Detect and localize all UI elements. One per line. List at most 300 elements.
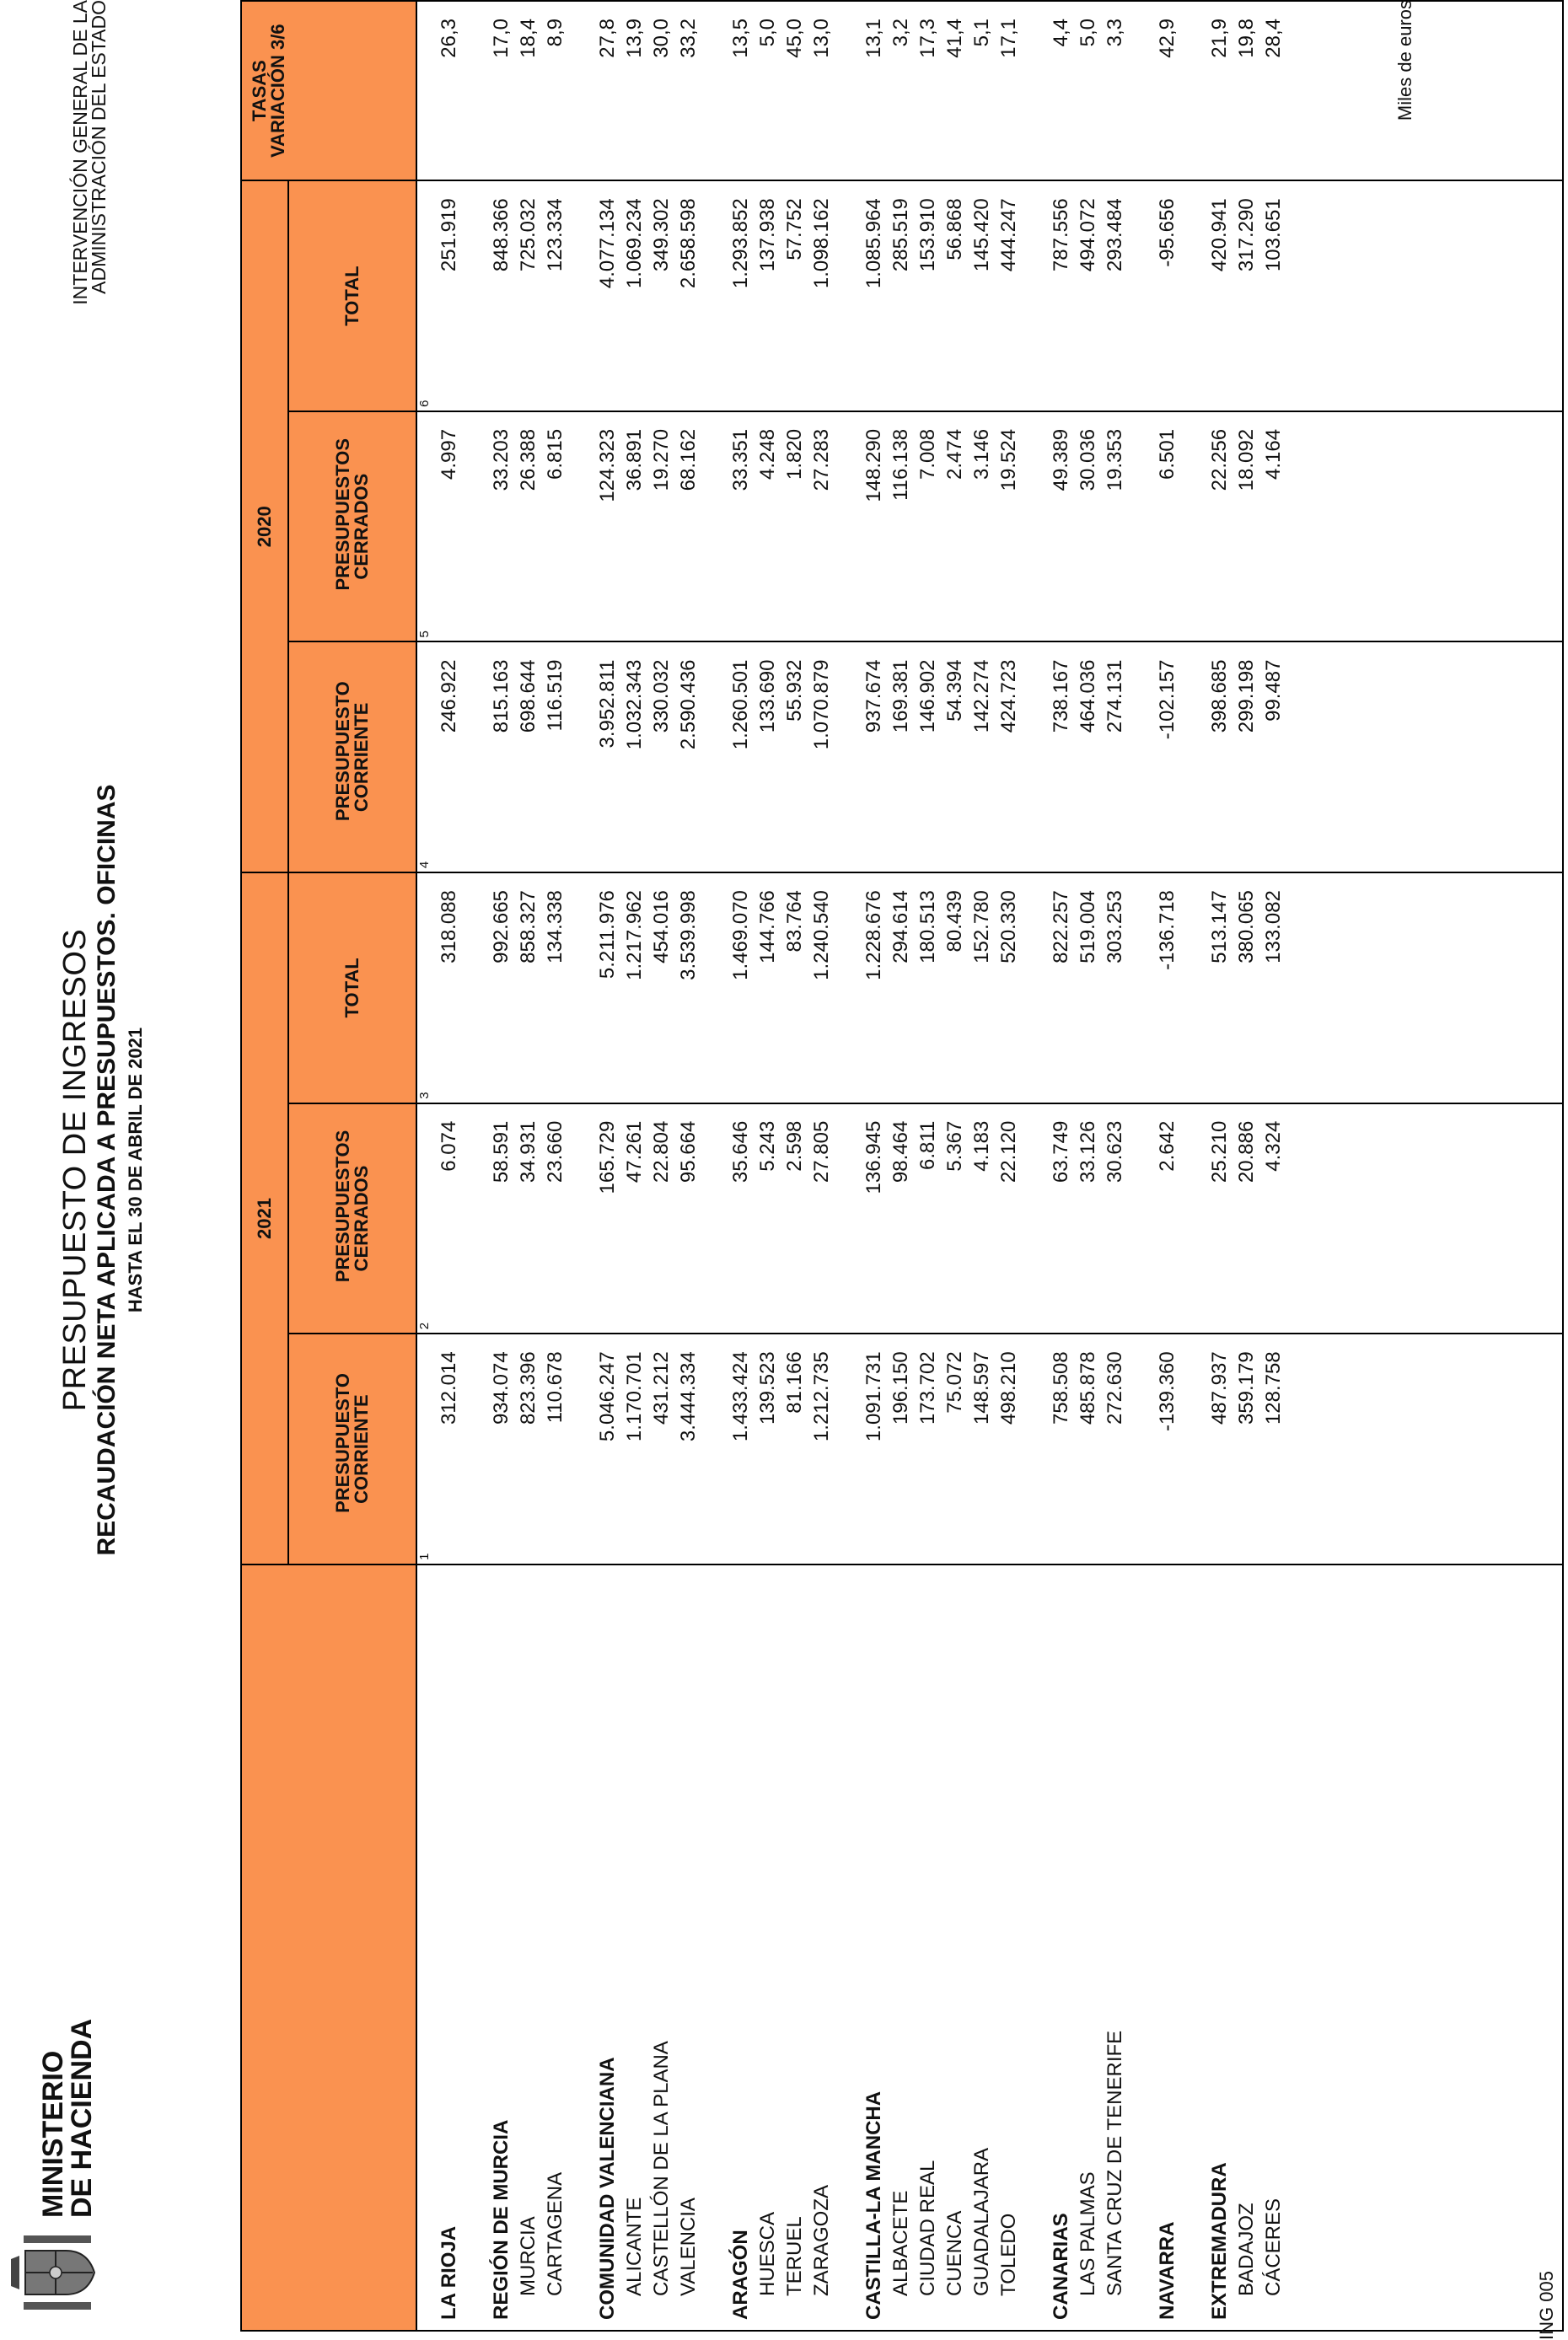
column-index-5: 5 bbox=[416, 411, 436, 642]
spacer-cell bbox=[702, 642, 728, 873]
value-cell-col-4: 464.036 bbox=[1075, 642, 1102, 873]
value-cell-col-4: 299.198 bbox=[1233, 642, 1260, 873]
value-cell-col-7: 45,0 bbox=[781, 1, 808, 180]
spacer-cell bbox=[1181, 180, 1206, 411]
value-cell-col-2: 4.183 bbox=[969, 1103, 996, 1334]
filler-cell bbox=[1287, 1, 1563, 180]
value-cell-col-5: 22.256 bbox=[1206, 411, 1233, 642]
value-cell-col-4: 2.590.436 bbox=[675, 642, 702, 873]
header-year-2021: 2021 bbox=[241, 872, 288, 1564]
spacer-cell bbox=[835, 180, 861, 411]
value-cell-col-7: 42,9 bbox=[1154, 1, 1181, 180]
spacer-cell bbox=[1129, 1334, 1154, 1564]
value-cell-col-1: 128.758 bbox=[1260, 1334, 1287, 1564]
value-cell-col-5: 3.146 bbox=[969, 411, 996, 642]
spacer-cell bbox=[569, 1103, 594, 1334]
igae-line-2: ADMINISTRACIÓN DEL ESTADO bbox=[88, 0, 110, 294]
province-name-cell: MURCIA bbox=[515, 1564, 542, 2331]
header-year-2020: 2020 bbox=[241, 180, 288, 872]
value-cell-col-3: 152.780 bbox=[969, 872, 996, 1103]
table-row bbox=[1075, 1, 1102, 2331]
value-cell-col-4: -102.157 bbox=[1154, 642, 1181, 873]
value-cell-col-4: 133.690 bbox=[754, 642, 781, 873]
spacer-cell bbox=[1181, 642, 1206, 873]
spacer-row bbox=[1023, 1, 1048, 2331]
value-cell-col-1: 934.074 bbox=[488, 1334, 515, 1564]
value-cell-col-7: 33,2 bbox=[675, 1, 702, 180]
table-row bbox=[488, 1, 515, 2331]
value-cell-col-5: 116.138 bbox=[888, 411, 915, 642]
value-cell-col-4: 937.674 bbox=[861, 642, 888, 873]
header-corriente-2020: PRESUPUESTO CORRIENTE bbox=[288, 642, 416, 873]
value-cell-col-3: 513.147 bbox=[1206, 872, 1233, 1103]
spacer-cell bbox=[1129, 1, 1154, 180]
value-cell-col-1: -139.360 bbox=[1154, 1334, 1181, 1564]
spacer-row bbox=[835, 1, 861, 2331]
value-cell-col-4: 54.394 bbox=[942, 642, 969, 873]
value-cell-col-2: 6.811 bbox=[915, 1103, 942, 1334]
spacer-cell bbox=[1129, 1564, 1154, 2331]
value-cell-col-1: 823.396 bbox=[515, 1334, 542, 1564]
value-cell-col-3: 858.327 bbox=[515, 872, 542, 1103]
region-name-cell: REGIÓN DE MURCIA bbox=[488, 1564, 515, 2331]
value-cell-col-4: 246.922 bbox=[436, 642, 463, 873]
value-cell-col-4: 99.487 bbox=[1260, 642, 1287, 873]
table-row bbox=[515, 1, 542, 2331]
province-name-cell: CÁCERES bbox=[1260, 1564, 1287, 2331]
spacer-row bbox=[463, 1, 488, 2331]
value-cell-col-7: 41,4 bbox=[942, 1, 969, 180]
igae-label bbox=[71, 0, 108, 438]
value-cell-col-6: 444.247 bbox=[996, 180, 1023, 411]
value-cell-col-2: 27.805 bbox=[808, 1103, 835, 1334]
spacer-cell bbox=[1129, 872, 1154, 1103]
value-cell-col-2: 58.591 bbox=[488, 1103, 515, 1334]
province-name-cell: ALBACETE bbox=[888, 1564, 915, 2331]
value-cell-col-4: 3.952.811 bbox=[594, 642, 621, 873]
value-cell-col-5: 148.290 bbox=[861, 411, 888, 642]
table-row bbox=[1048, 1, 1075, 2331]
value-cell-col-2: 95.664 bbox=[675, 1103, 702, 1334]
spacer-cell bbox=[702, 411, 728, 642]
spacer-cell bbox=[463, 872, 488, 1103]
value-cell-col-2: 2.598 bbox=[781, 1103, 808, 1334]
spacer-cell bbox=[835, 1, 861, 180]
column-index-4: 4 bbox=[416, 642, 436, 873]
spacer-cell bbox=[463, 1564, 488, 2331]
table-row bbox=[781, 1, 808, 2331]
value-cell-col-1: 1.433.424 bbox=[728, 1334, 754, 1564]
value-cell-col-1: 359.179 bbox=[1233, 1334, 1260, 1564]
spacer-cell bbox=[1129, 411, 1154, 642]
value-cell-col-7: 21,9 bbox=[1206, 1, 1233, 180]
spacer-cell bbox=[1181, 411, 1206, 642]
region-name-cell: EXTREMADURA bbox=[1206, 1564, 1233, 2331]
value-cell-col-3: 133.082 bbox=[1260, 872, 1287, 1103]
spacer-row bbox=[569, 1, 594, 2331]
table-row bbox=[594, 1, 621, 2331]
spacer-cell bbox=[1129, 180, 1154, 411]
province-name-cell: CARTAGENA bbox=[542, 1564, 569, 2331]
spacer-cell bbox=[702, 180, 728, 411]
region-name-cell: ARAGÓN bbox=[728, 1564, 754, 2331]
value-cell-col-5: 2.474 bbox=[942, 411, 969, 642]
value-cell-col-5: 124.323 bbox=[594, 411, 621, 642]
value-cell-col-3: 294.614 bbox=[888, 872, 915, 1103]
table-row bbox=[1233, 1, 1260, 2331]
value-cell-col-4: 1.260.501 bbox=[728, 642, 754, 873]
spacer-cell bbox=[569, 1334, 594, 1564]
value-cell-col-2: 20.886 bbox=[1233, 1103, 1260, 1334]
spacer-cell bbox=[1181, 1103, 1206, 1334]
table-row bbox=[621, 1, 648, 2331]
value-cell-col-3: 992.665 bbox=[488, 872, 515, 1103]
province-name-cell: CASTELLÓN DE LA PLANA bbox=[648, 1564, 675, 2331]
value-cell-col-2: 63.749 bbox=[1048, 1103, 1075, 1334]
value-cell-col-3: 822.257 bbox=[1048, 872, 1075, 1103]
province-name-cell: ALICANTE bbox=[621, 1564, 648, 2331]
spacer-cell bbox=[702, 1, 728, 180]
province-name-cell: TERUEL bbox=[781, 1564, 808, 2331]
region-name-cell: COMUNIDAD VALENCIANA bbox=[594, 1564, 621, 2331]
value-cell-col-3: 134.338 bbox=[542, 872, 569, 1103]
value-cell-col-6: 2.658.598 bbox=[675, 180, 702, 411]
filler-cell bbox=[1287, 1103, 1563, 1334]
value-cell-col-6: 494.072 bbox=[1075, 180, 1102, 411]
table-row bbox=[996, 1, 1023, 2331]
table-row bbox=[808, 1, 835, 2331]
value-cell-col-6: 57.752 bbox=[781, 180, 808, 411]
value-cell-col-3: 3.539.998 bbox=[675, 872, 702, 1103]
value-cell-col-3: 520.330 bbox=[996, 872, 1023, 1103]
province-name-cell: LAS PALMAS bbox=[1075, 1564, 1102, 2331]
header-tasas: TASAS VARIACIÓN 3/6 bbox=[241, 1, 416, 180]
value-cell-col-4: 142.274 bbox=[969, 642, 996, 873]
value-cell-col-6: 349.302 bbox=[648, 180, 675, 411]
value-cell-col-6: 1.098.162 bbox=[808, 180, 835, 411]
spacer-cell bbox=[569, 642, 594, 873]
table-row bbox=[1102, 1, 1129, 2331]
value-cell-col-7: 8,9 bbox=[542, 1, 569, 180]
spacer-cell bbox=[1023, 1564, 1048, 2331]
value-cell-col-3: 454.016 bbox=[648, 872, 675, 1103]
spacer-cell bbox=[835, 1334, 861, 1564]
value-cell-col-5: 49.389 bbox=[1048, 411, 1075, 642]
value-cell-col-1: 3.444.334 bbox=[675, 1334, 702, 1564]
spacer-cell bbox=[463, 1, 488, 180]
spacer-cell bbox=[463, 180, 488, 411]
header-cerrados-2020: PRESUPUESTOS CERRADOS bbox=[288, 411, 416, 642]
value-cell-col-5: 33.203 bbox=[488, 411, 515, 642]
column-index-row bbox=[416, 1, 436, 2331]
table-row bbox=[915, 1, 942, 2331]
column-index-2: 2 bbox=[416, 1103, 436, 1334]
filler-cell bbox=[1287, 642, 1563, 873]
table-row bbox=[861, 1, 888, 2331]
spacer-cell bbox=[835, 642, 861, 873]
value-cell-col-1: 81.166 bbox=[781, 1334, 808, 1564]
value-cell-col-1: 5.046.247 bbox=[594, 1334, 621, 1564]
spacer-row bbox=[702, 1, 728, 2331]
value-cell-col-7: 19,8 bbox=[1233, 1, 1260, 180]
value-cell-col-6: 1.293.852 bbox=[728, 180, 754, 411]
ministry-line-1: MINISTERIO bbox=[37, 2050, 69, 2218]
igae-line-1: INTERVENCIÓN GENERAL DE LA bbox=[69, 0, 91, 305]
value-cell-col-7: 13,9 bbox=[621, 1, 648, 180]
index-blank-cell bbox=[416, 1564, 436, 2331]
value-cell-col-1: 173.702 bbox=[915, 1334, 942, 1564]
header-total-2020: TOTAL bbox=[288, 180, 416, 411]
value-cell-col-2: 34.931 bbox=[515, 1103, 542, 1334]
value-cell-col-1: 110.678 bbox=[542, 1334, 569, 1564]
value-cell-col-3: 318.088 bbox=[436, 872, 463, 1103]
spacer-row bbox=[1181, 1, 1206, 2331]
value-cell-col-6: 317.290 bbox=[1233, 180, 1260, 411]
value-cell-col-5: 18.092 bbox=[1233, 411, 1260, 642]
value-cell-col-5: 4.164 bbox=[1260, 411, 1287, 642]
value-cell-col-1: 196.150 bbox=[888, 1334, 915, 1564]
province-name-cell: SANTA CRUZ DE TENERIFE bbox=[1102, 1564, 1129, 2331]
value-cell-col-6: 1.069.234 bbox=[621, 180, 648, 411]
value-cell-col-7: 5,0 bbox=[1075, 1, 1102, 180]
value-cell-col-5: 19.353 bbox=[1102, 411, 1129, 642]
value-cell-col-2: 22.804 bbox=[648, 1103, 675, 1334]
value-cell-col-4: 1.032.343 bbox=[621, 642, 648, 873]
value-cell-col-2: 33.126 bbox=[1075, 1103, 1102, 1334]
province-name-cell: TOLEDO bbox=[996, 1564, 1023, 2331]
value-cell-col-6: 145.420 bbox=[969, 180, 996, 411]
value-cell-col-1: 485.878 bbox=[1075, 1334, 1102, 1564]
value-cell-col-2: 23.660 bbox=[542, 1103, 569, 1334]
value-cell-col-2: 2.642 bbox=[1154, 1103, 1181, 1334]
value-cell-col-4: 146.902 bbox=[915, 642, 942, 873]
value-cell-col-3: 80.439 bbox=[942, 872, 969, 1103]
value-cell-col-7: 27,8 bbox=[594, 1, 621, 180]
spacer-cell bbox=[569, 872, 594, 1103]
region-name-cell: CASTILLA-LA MANCHA bbox=[861, 1564, 888, 2331]
value-cell-col-7: 17,3 bbox=[915, 1, 942, 180]
value-cell-col-4: 116.519 bbox=[542, 642, 569, 873]
value-cell-col-7: 17,0 bbox=[488, 1, 515, 180]
spacer-cell bbox=[835, 1103, 861, 1334]
province-name-cell: ZARAGOZA bbox=[808, 1564, 835, 2331]
value-cell-col-7: 18,4 bbox=[515, 1, 542, 180]
value-cell-col-1: 498.210 bbox=[996, 1334, 1023, 1564]
value-cell-col-6: 56.868 bbox=[942, 180, 969, 411]
value-cell-col-7: 13,0 bbox=[808, 1, 835, 180]
value-cell-col-4: 398.685 bbox=[1206, 642, 1233, 873]
footer-code: ING 005 bbox=[1536, 2271, 1557, 2340]
value-cell-col-2: 6.074 bbox=[436, 1103, 463, 1334]
value-cell-col-5: 4.997 bbox=[436, 411, 463, 642]
spacer-cell bbox=[569, 1564, 594, 2331]
value-cell-col-6: 787.556 bbox=[1048, 180, 1075, 411]
value-cell-col-3: 1.469.070 bbox=[728, 872, 754, 1103]
ministry-line-2: DE HACIENDA bbox=[66, 2018, 98, 2218]
value-cell-col-1: 139.523 bbox=[754, 1334, 781, 1564]
filler-cell bbox=[1287, 1564, 1563, 2331]
column-index-1: 1 bbox=[416, 1334, 436, 1564]
value-cell-col-4: 738.167 bbox=[1048, 642, 1075, 873]
table-row bbox=[1154, 1, 1181, 2331]
filler-cell bbox=[1287, 411, 1563, 642]
table-row bbox=[728, 1, 754, 2331]
value-cell-col-2: 136.945 bbox=[861, 1103, 888, 1334]
value-cell-col-7: 5,0 bbox=[754, 1, 781, 180]
value-cell-col-2: 5.243 bbox=[754, 1103, 781, 1334]
value-cell-col-1: 1.212.735 bbox=[808, 1334, 835, 1564]
spacer-cell bbox=[1181, 872, 1206, 1103]
value-cell-col-5: 68.162 bbox=[675, 411, 702, 642]
value-cell-col-6: 103.651 bbox=[1260, 180, 1287, 411]
value-cell-col-2: 30.623 bbox=[1102, 1103, 1129, 1334]
spacer-cell bbox=[702, 1564, 728, 2331]
spacer-cell bbox=[1023, 1103, 1048, 1334]
value-cell-col-3: 303.253 bbox=[1102, 872, 1129, 1103]
value-cell-col-3: 5.211.976 bbox=[594, 872, 621, 1103]
value-cell-col-5: 36.891 bbox=[621, 411, 648, 642]
value-cell-col-3: 180.513 bbox=[915, 872, 942, 1103]
province-name-cell: GUADALAJARA bbox=[969, 1564, 996, 2331]
value-cell-col-2: 4.324 bbox=[1260, 1103, 1287, 1334]
value-cell-col-7: 5,1 bbox=[969, 1, 996, 180]
spacer-cell bbox=[1023, 1334, 1048, 1564]
report-date: HASTA EL 30 DE ABRIL DE 2021 bbox=[125, 1027, 146, 1313]
value-cell-col-1: 1.170.701 bbox=[621, 1334, 648, 1564]
value-cell-col-1: 75.072 bbox=[942, 1334, 969, 1564]
value-cell-col-7: 3,2 bbox=[888, 1, 915, 180]
spacer-cell bbox=[463, 1103, 488, 1334]
value-cell-col-5: 6.501 bbox=[1154, 411, 1181, 642]
region-name-cell: NAVARRA bbox=[1154, 1564, 1181, 2331]
spacer-cell bbox=[1023, 872, 1048, 1103]
header-corriente-2021: PRESUPUESTO CORRIENTE bbox=[288, 1334, 416, 1564]
value-cell-col-4: 169.381 bbox=[888, 642, 915, 873]
value-cell-col-6: 848.366 bbox=[488, 180, 515, 411]
revenue-table bbox=[240, 0, 1564, 2332]
report-subtitle: RECAUDACIÓN NETA APLICADA A PRESUPUESTOS. OFICINAS bbox=[93, 784, 121, 1556]
value-cell-col-6: 420.941 bbox=[1206, 180, 1233, 411]
value-cell-col-3: 83.764 bbox=[781, 872, 808, 1103]
spacer-cell bbox=[702, 1103, 728, 1334]
value-cell-col-6: 123.334 bbox=[542, 180, 569, 411]
value-cell-col-4: 55.932 bbox=[781, 642, 808, 873]
column-index-3: 3 bbox=[416, 872, 436, 1103]
table-row bbox=[942, 1, 969, 2331]
value-cell-col-4: 330.032 bbox=[648, 642, 675, 873]
value-cell-col-5: 33.351 bbox=[728, 411, 754, 642]
table-row bbox=[675, 1, 702, 2331]
spacer-cell bbox=[569, 180, 594, 411]
value-cell-col-3: 380.065 bbox=[1233, 872, 1260, 1103]
value-cell-col-1: 272.630 bbox=[1102, 1334, 1129, 1564]
table-row bbox=[1260, 1, 1287, 2331]
value-cell-col-5: 19.524 bbox=[996, 411, 1023, 642]
value-cell-col-1: 148.597 bbox=[969, 1334, 996, 1564]
value-cell-col-2: 22.120 bbox=[996, 1103, 1023, 1334]
index-blank-cell-tasas bbox=[416, 1, 436, 180]
value-cell-col-4: 1.070.879 bbox=[808, 642, 835, 873]
header-row-years bbox=[241, 1, 288, 2331]
value-cell-col-5: 7.008 bbox=[915, 411, 942, 642]
value-cell-col-6: 251.919 bbox=[436, 180, 463, 411]
filler-cell bbox=[1287, 872, 1563, 1103]
spacer-cell bbox=[1023, 1, 1048, 180]
table-row bbox=[969, 1, 996, 2331]
value-cell-col-4: 815.163 bbox=[488, 642, 515, 873]
header-blank-cell bbox=[241, 1564, 416, 2331]
value-cell-col-7: 4,4 bbox=[1048, 1, 1075, 180]
value-cell-col-3: 519.004 bbox=[1075, 872, 1102, 1103]
value-cell-col-3: 1.217.962 bbox=[621, 872, 648, 1103]
value-cell-col-2: 5.367 bbox=[942, 1103, 969, 1334]
value-cell-col-6: 725.032 bbox=[515, 180, 542, 411]
table-row bbox=[888, 1, 915, 2331]
spacer-cell bbox=[463, 411, 488, 642]
value-cell-col-5: 4.248 bbox=[754, 411, 781, 642]
province-name-cell: CIUDAD REAL bbox=[915, 1564, 942, 2331]
table-row bbox=[542, 1, 569, 2331]
value-cell-col-5: 1.820 bbox=[781, 411, 808, 642]
value-cell-col-1: 1.091.731 bbox=[861, 1334, 888, 1564]
header-total-2021: TOTAL bbox=[288, 872, 416, 1103]
value-cell-col-6: -95.656 bbox=[1154, 180, 1181, 411]
value-cell-col-6: 4.077.134 bbox=[594, 180, 621, 411]
value-cell-col-6: 285.519 bbox=[888, 180, 915, 411]
region-name-cell: LA RIOJA bbox=[436, 1564, 463, 2331]
value-cell-col-1: 758.508 bbox=[1048, 1334, 1075, 1564]
header-cerrados-2021: PRESUPUESTOS CERRADOS bbox=[288, 1103, 416, 1334]
filler-cell bbox=[1287, 1334, 1563, 1564]
value-cell-col-6: 1.085.964 bbox=[861, 180, 888, 411]
value-cell-col-5: 6.815 bbox=[542, 411, 569, 642]
value-cell-col-4: 424.723 bbox=[996, 642, 1023, 873]
value-cell-col-2: 47.261 bbox=[621, 1103, 648, 1334]
value-cell-col-2: 98.464 bbox=[888, 1103, 915, 1334]
table-row bbox=[436, 1, 463, 2331]
value-cell-col-2: 35.646 bbox=[728, 1103, 754, 1334]
value-cell-col-3: 1.240.540 bbox=[808, 872, 835, 1103]
report-title: PRESUPUESTO DE INGRESOS bbox=[57, 928, 93, 1412]
spacer-cell bbox=[702, 872, 728, 1103]
table-row bbox=[1206, 1, 1233, 2331]
value-cell-col-4: 274.131 bbox=[1102, 642, 1129, 873]
value-cell-col-3: 1.228.676 bbox=[861, 872, 888, 1103]
value-cell-col-7: 3,3 bbox=[1102, 1, 1129, 180]
value-cell-col-3: -136.718 bbox=[1154, 872, 1181, 1103]
spacer-cell bbox=[569, 1, 594, 180]
filler-row bbox=[1287, 1, 1563, 2331]
value-cell-col-7: 13,5 bbox=[728, 1, 754, 180]
value-cell-col-7: 17,1 bbox=[996, 1, 1023, 180]
province-name-cell: BADAJOZ bbox=[1233, 1564, 1260, 2331]
province-name-cell: VALENCIA bbox=[675, 1564, 702, 2331]
filler-cell bbox=[1287, 180, 1563, 411]
value-cell-col-5: 30.036 bbox=[1075, 411, 1102, 642]
spacer-cell bbox=[835, 411, 861, 642]
province-name-cell: CUENCA bbox=[942, 1564, 969, 2331]
column-index-6: 6 bbox=[416, 180, 436, 411]
region-name-cell: CANARIAS bbox=[1048, 1564, 1075, 2331]
value-cell-col-3: 144.766 bbox=[754, 872, 781, 1103]
value-cell-col-6: 137.938 bbox=[754, 180, 781, 411]
province-name-cell: HUESCA bbox=[754, 1564, 781, 2331]
spacer-cell bbox=[463, 1334, 488, 1564]
table-row bbox=[754, 1, 781, 2331]
spacer-cell bbox=[463, 642, 488, 873]
spacer-cell bbox=[1129, 642, 1154, 873]
value-cell-col-6: 293.484 bbox=[1102, 180, 1129, 411]
